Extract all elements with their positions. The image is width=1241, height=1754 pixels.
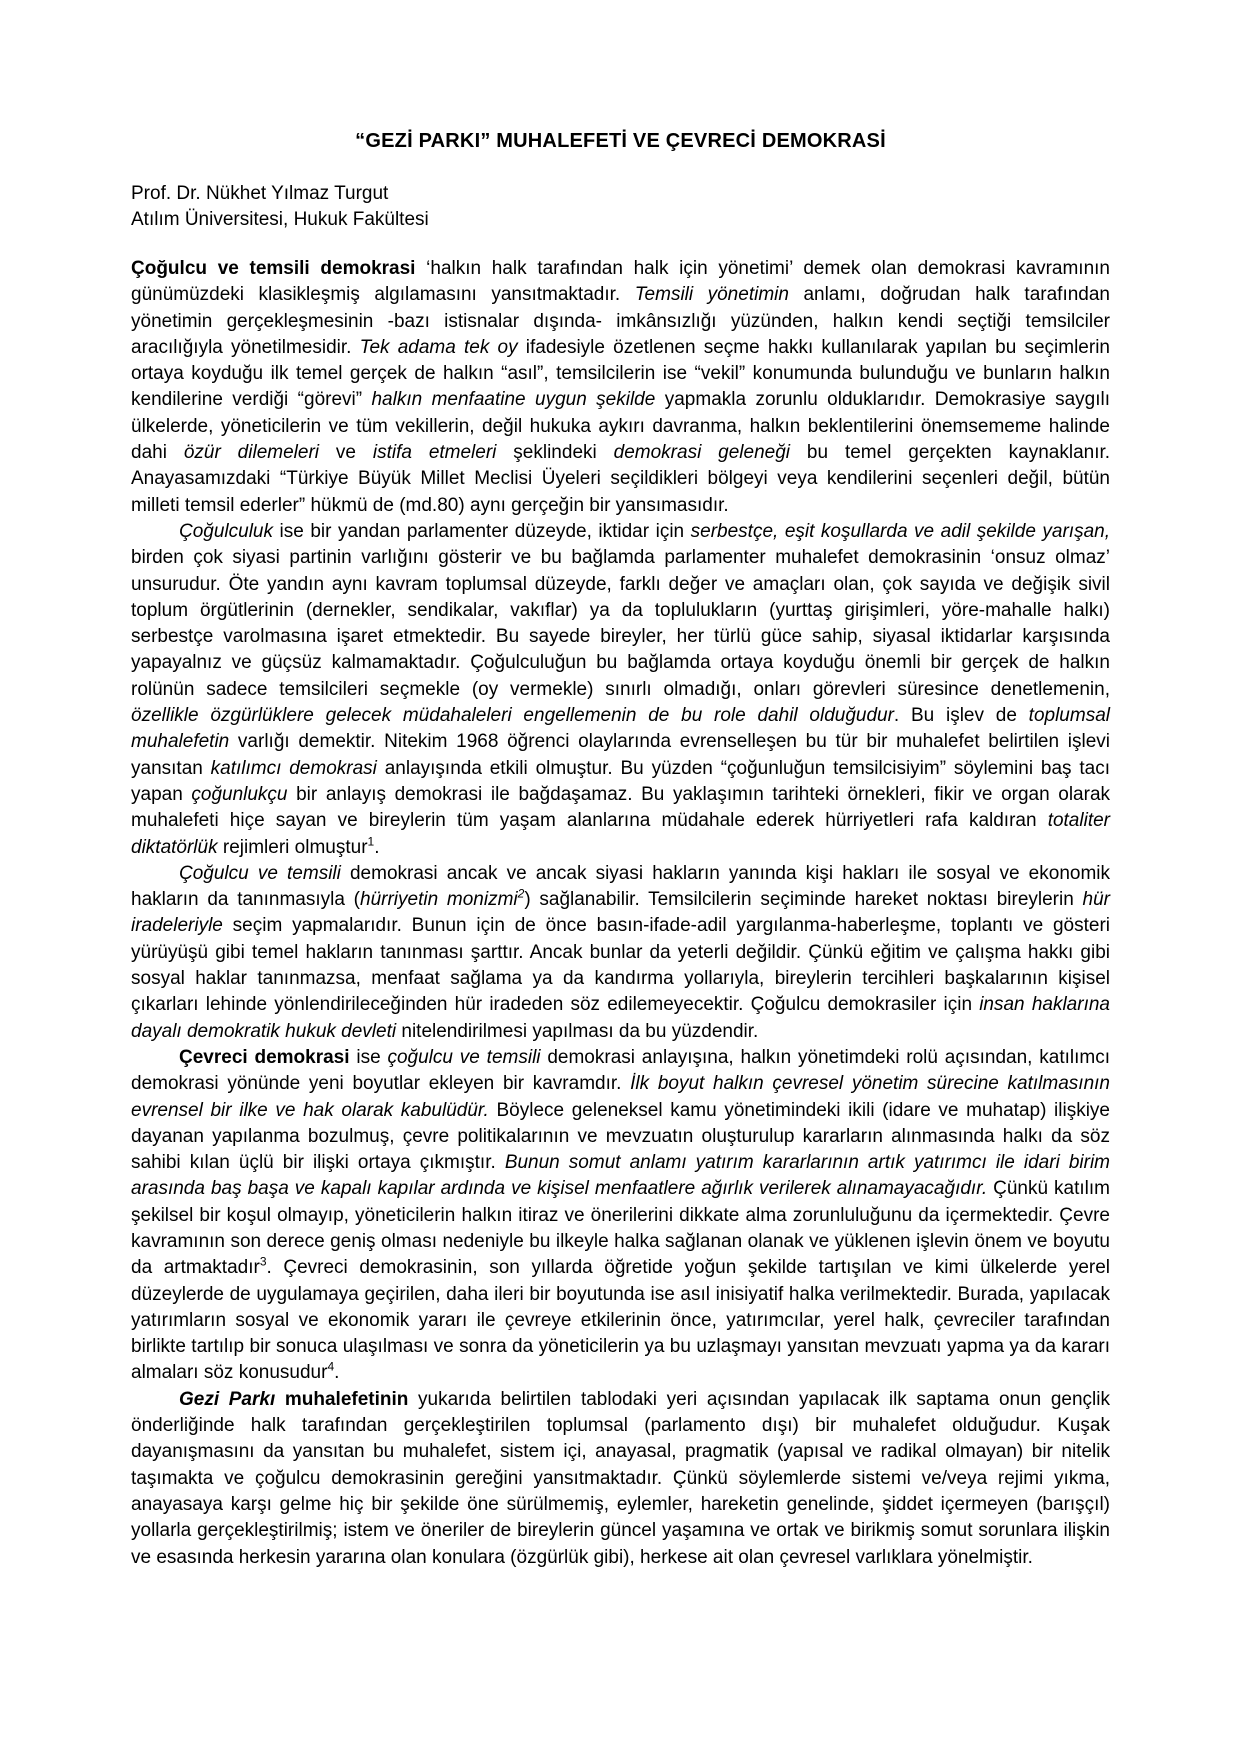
paragraph — [131, 256, 1110, 519]
text-run: demokrasi geleneği — [613, 442, 791, 464]
text-run: anlayışında etkili olmuştur. Bu yüzden “çoğunluğun temsilcisiyim” söylemini baş tacı yapan — [131, 757, 1111, 805]
text-run: insan haklarına dayalı demokratik hukuk devleti — [131, 994, 1110, 1042]
paragraph — [131, 1387, 1110, 1571]
text-run: Temsili yönetimin — [634, 284, 789, 306]
text-run: Çünkü katılım şekilsel bir koşul olmayıp, yöneticilerin halkın itiraz ve önerilerini dikkate alma zorunluluğunu da içermektedir. Çevre kavramının son derece geniş olması nedeniyle bu ilkeyle halka sağlanan olanak ve yüklenen işlevin önem ve boyutu da artmaktadır — [131, 1178, 1110, 1279]
text-run: özellikle özgürlüklere gelecek müdahaleleri engellemenin de bu role dahil olduğudur — [131, 705, 894, 727]
text-run: Çevreci demokrasi — [179, 1046, 350, 1068]
text-run: yukarıda belirtilen tablodaki yeri açısından yapılacak ilk saptama onun gençlik önderliğinde halk tarafından gerçekleştirilen toplumsal (parlamento dışı) bir muhalefet olduğudur. Kuşak dayanışmasını da yansıtan bu muhalefet, sistem içi, anayasal, pragmatik (yapısal ve radikal olmayan) bir nitelik taşımakta ve çoğulcu demokrasinin gereğini yansıtmaktadır. Çünkü söylemlerde sistemi ve/veya rejimi yıkma, anayasaya karşı gelme hiç bir şekilde öne sürülmemiş, eylemler, hareketin genelinde, şiddet içermeyen (barışçıl) yollarla gerçekleştirilmiş; istem ve öneriler de bireylerin güncel yaşamına ve ortak ve birikmiş somut sorunlara ilişkin ve esasında herkesin yararına olan konulara (özgürlük gibi), herkese ait olan çevresel varlıklara yönelmiştir. — [131, 1388, 1110, 1568]
text-run: nitelendirilmesi yapılması da bu yüzdendir. — [396, 1020, 759, 1042]
text-run: rejimleri olmuştur — [217, 836, 368, 858]
text-run: Çoğulcu ve temsili — [179, 862, 341, 884]
document-body — [131, 256, 1110, 1571]
paragraph — [131, 519, 1110, 861]
text-run: 2 — [517, 886, 525, 901]
text-run: Gezi Parkı — [179, 1388, 276, 1410]
author-affiliation: Atılım Üniversitesi, Hukuk Fakültesi — [131, 209, 429, 230]
text-run: seçim yapmalarıdır. Bunun için de önce basın-ifade-adil yargılanma-haberleşme, toplantı ve gösteri yürüyüşü gibi temel hakların tanınması şarttır. Ancak bunlar da yeterli değildir. Çünkü eğitim ve çalışma hakkı gibi sosyal haklar tanınmazsa, menfaat sağlama ya da kandırma yollarıyla, bireylerin tercihleri başkalarının kişisel çıkarları lehinde yönlendirileceğinden hür iradeden söz edilemeyecektir. Çoğulcu demokrasiler için — [131, 915, 1110, 1016]
paragraph — [131, 1045, 1110, 1387]
text-run: 4 — [327, 1360, 335, 1375]
text-run: şeklindeki — [496, 442, 614, 464]
text-run: muhalefetinin — [275, 1388, 409, 1410]
paragraph — [131, 861, 1110, 1045]
text-run: ) sağlanabilir. Temsilcilerin seçiminde hareket noktası bireylerin — [524, 889, 1083, 911]
text-run: çoğunlukçu — [191, 783, 288, 805]
text-run: Böylece geleneksel kamu yönetimindeki ikili (idare ve muhatap) ilişkiye dayanan yapılanma bozulmuş, çevre politikalarının ve mevzuatın oluşturulup kararların alınmasında halkı da söz sahibi kılan üçlü bir ilişki ortaya çıkmıştır. — [131, 1099, 1111, 1174]
text-run: serbestçe, eşit koşullarda ve adil şekilde yarışan, — [690, 520, 1110, 542]
text-run: katılımcı demokrasi — [210, 757, 377, 779]
text-run: ise — [349, 1046, 388, 1068]
text-run: Bunun somut anlamı yatırım kararlarının artık yatırımcı ile idari birim arasında baş başa ve kapalı kapılar ardında ve kişisel menfaatlere ağırlık verilerek alınamayacağıdır. — [131, 1152, 1111, 1200]
text-run: anlamı, doğrudan halk tarafından yönetimin gerçekleşmesinin -bazı istisnalar dışında- imkânsızlığı yüzünden, halkın kendi seçtiği temsilciler aracılığıyla yönetilmesidir. — [131, 284, 1110, 358]
text-run: bir anlayış demokrasi ile bağdaşamaz. Bu yaklaşımın tarihteki örnekleri, fikir ve organ olarak muhalefeti hiçe sayan ve bireylerin tüm yaşam alanlarına müdahale ederek hürriyetleri rafa kaldıran — [131, 783, 1111, 832]
text-run: . Çevreci demokrasinin, son yıllarda öğretide yoğun şekilde tartışılan ve kimi ülkelerde yerel düzeylerde de uygulamaya geçirilen, daha ileri bir boyutunda ise asıl inisiyatif halka verilmektedir. Burada, yapılacak yatırımların sosyal ve ekonomik yararı ile çevreye etkilerinin önce, yatırımcılar, yerel halk, çevreciler tarafından birlikte tartılıp bir sonuca ulaşılması ve sonra da yöneticilerin ya bu uzlaşmayı yansıtan mevzuatı yapma ya da kararı almaları söz konusudur — [131, 1257, 1110, 1384]
text-run: hürriyetin monizmi — [360, 889, 518, 911]
text-run: hür iradeleriyle — [131, 889, 1110, 937]
text-run: 1 — [367, 834, 375, 849]
text-run: toplumsal muhalefetin — [131, 705, 1110, 753]
text-run: birden çok siyasi partinin varlığını gösterir ve bu bağlamda parlamenter muhalefet demokrasinin ‘onsuz olmaz’ unsurudur. Öte yandın aynı kavram toplumsal düzeyde, farklı değer ve amaçları olan, çok sayıda ve değişik sivil toplum örgütlerinin (dernekler, sendikalar, vakıflar) ya da toplulukların (yurttaş girişimleri, yöre-mahalle halkı) serbestçe varolmasına işaret etmektedir. Bu sayede bireyler, her türlü güce sahip, siyasal iktidarlar karşısında yapayalnız ve güçsüz kalmamaktadır. Çoğulculuğun bu bağlamda ortaya koyduğu önemli bir gerçek de halkın rolünün sadece temsilcileri seçmekle (oy vermekle) sınırlı olmadığı, onları görevleri süresince denetlemenin, — [131, 547, 1110, 700]
text-run: . Bu işlev de — [893, 705, 1029, 727]
text-run: demokrasi ancak ve ancak siyasi hakların yanında kişi hakları ile sosyal ve ekonomik hakların da tanınmasıyla ( — [131, 862, 1110, 911]
author-name: Prof. Dr. Nükhet Yılmaz Turgut — [131, 183, 389, 204]
text-run: bu temel gerçekten kaynaklanır. Anayasamızdaki “Türkiye Büyük Millet Meclisi Üyeleri seçildikleri bölgeyi veya kendilerini seçenleri değil, bütün milleti temsil ederler” hükmü de (md.80) aynı gerçeğin bir yansımasıdır. — [131, 442, 1111, 516]
text-run: çoğulcu ve temsili — [387, 1046, 541, 1068]
text-run: yapmakla zorunlu olduklarıdır. Demokrasiye saygılı ülkelerde, yöneticilerin ve tüm vekillerin, değil hukuka aykırı davranma, halkın beklentilerini önemsememe halinde dahi — [131, 389, 1110, 464]
text-run: totaliter diktatörlük — [131, 810, 1110, 858]
text-run: 3 — [259, 1254, 267, 1269]
text-run: Çoğulculuk — [179, 520, 273, 542]
text-run: halkın menfaatine uygun şekilde — [371, 389, 656, 411]
text-run: demokrasi anlayışına, halkın yönetimdeki rolü açısından, katılımcı demokrasi yönünde yeni boyutlar ekleyen bir kavramdır. — [131, 1046, 1110, 1095]
text-run: . — [334, 1362, 340, 1384]
text-run: özür dilemeleri — [183, 442, 319, 464]
text-run: Tek adama tek oy — [359, 336, 518, 358]
text-run: ifadesiyle özetlenen seçme hakkı kullanılarak yapılan bu seçimlerin ortaya koyduğu ilk temel gerçek de halkın “asıl”, temsilcilerin ise “vekil” konumunda bulunduğu ve bunların halkın kendilerine verdiği “görevi” — [131, 336, 1110, 411]
text-run: ve — [319, 442, 373, 464]
text-run: İlk boyut halkın çevresel yönetim sürecine katılmasının evrensel bir ilke ve hak olarak kabulüdür. — [131, 1073, 1110, 1121]
text-run: varlığı demektir. Nitekim 1968 öğrenci olaylarında evrenselleşen bu tür bir muhalefet belirtilen işlevi yansıtan — [131, 731, 1110, 779]
text-run: istifa etmeleri — [372, 442, 497, 464]
text-run: Çoğulcu ve temsili demokrasi — [131, 258, 427, 279]
text-run: . — [374, 836, 380, 858]
author-block — [131, 181, 1110, 233]
document-title: “GEZİ PARKI” MUHALEFETİ VE ÇEVRECİ DEMOKRASİ — [355, 130, 886, 152]
text-run: ‘halkın halk tarafından halk için yönetimi’ demek olan demokrasi kavramının günümüzdeki klasikleşmiş algılamasını yansıtmaktadır. — [131, 258, 1110, 306]
text-run: ise bir yandan parlamenter düzeyde, iktidar için — [273, 520, 691, 542]
